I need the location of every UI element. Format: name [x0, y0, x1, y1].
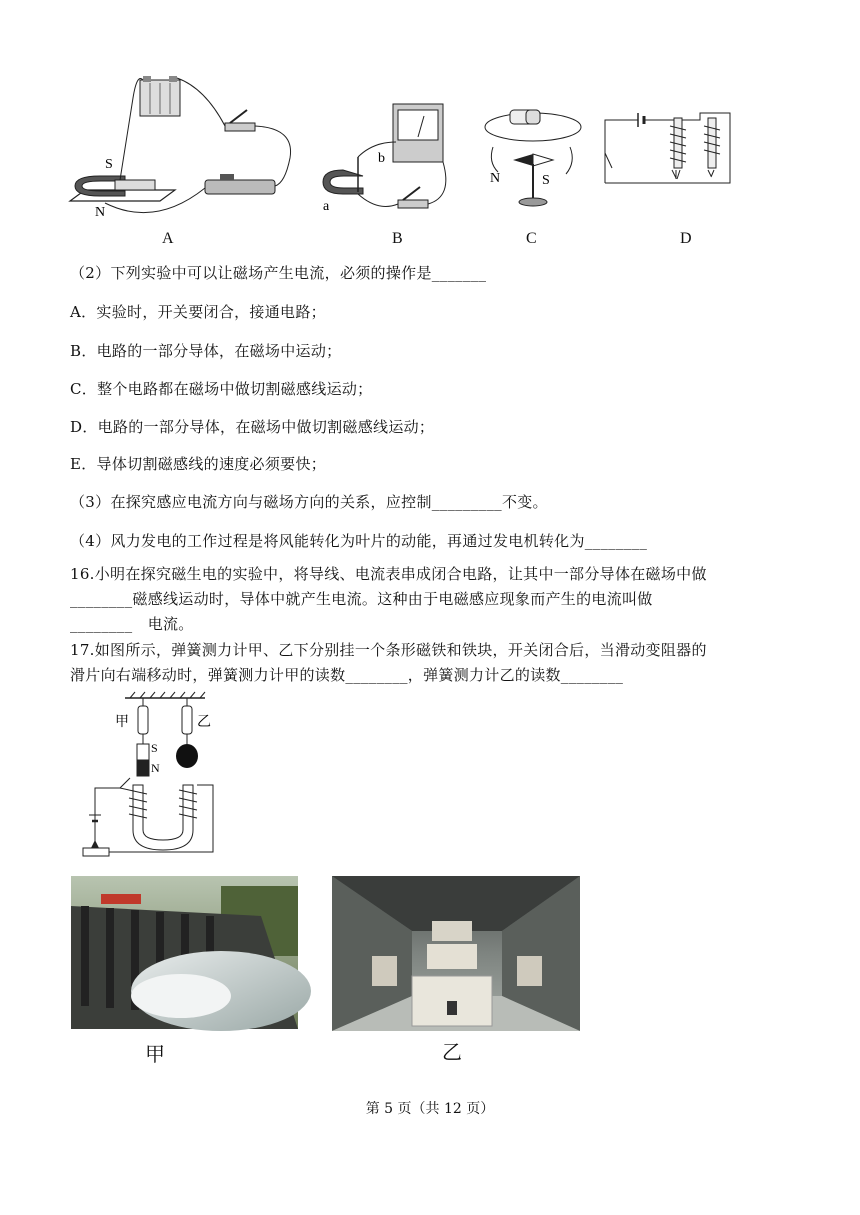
q17-fig-jia: 甲 [115, 714, 129, 730]
q16-line3: ________ 电流。 [70, 615, 194, 633]
q17-fig-pole-n: N [151, 761, 160, 775]
q15-part2-stem: （2）下列实验中可以让磁场产生电流，必须的操作是_______ [70, 264, 487, 282]
q15-option-e: E．导体切割磁感线的速度必须要快； [70, 455, 327, 473]
fig-a-pole-n: N [95, 205, 106, 220]
fig-b-label-a: a [323, 199, 330, 214]
q16-line1: 16.小明在探究磁生电的实验中，将导线、电流表串成闭合电路，让其中一部分导体在磁场中做 [70, 565, 707, 583]
fig-label-d: D [680, 230, 692, 247]
q15-part3: （3）在探究感应电流方向与磁场方向的关系，应控制_________不变。 [70, 493, 548, 511]
page-footer: 第 5 页（共 12 页） [365, 1101, 495, 1117]
fig-b-label-b: b [378, 151, 385, 166]
fig-label-a: A [162, 230, 174, 247]
fig-c-pole-s: S [542, 173, 550, 188]
q15-option-a: A．实验时，开关要闭合，接通电路； [70, 303, 326, 321]
dam-photo [71, 876, 298, 1029]
fig-label-b: B [392, 230, 403, 247]
fig-a-pole-s: S [105, 157, 113, 172]
fig-c-pole-n: N [490, 171, 501, 186]
q15-option-d: D．电路的一部分导体，在磁场中做切割磁感线运动； [70, 418, 435, 436]
figure-a [65, 68, 305, 228]
figure-q17 [75, 690, 225, 860]
q17-fig-yi: 乙 [197, 714, 211, 730]
q15-part4: （4）风力发电的工作过程是将风能转化为叶片的动能，再通过发电机转化为________ [70, 532, 648, 550]
q15-option-c: C．整个电路都在磁场中做切割磁感线运动； [70, 380, 373, 398]
q15-option-b: B．电路的一部分导体，在磁场中运动； [70, 342, 342, 360]
figure-c [478, 102, 588, 212]
photo-caption-yi: 乙 [442, 1040, 462, 1064]
q16-line2: ________磁感线运动时，导体中就产生电流。这种由于电磁感应现象而产生的电流叫做 [70, 590, 653, 608]
photo-caption-jia: 甲 [145, 1042, 165, 1066]
q17-line2: 滑片向右端移动时，弹簧测力计甲的读数________，弹簧测力计乙的读数________ [70, 666, 624, 684]
q17-line1: 17.如图所示，弹簧测力计甲、乙下分别挂一个条形磁铁和铁块，开关闭合后，当滑动变阻器的 [70, 641, 707, 659]
q17-fig-pole-s: S [151, 741, 158, 755]
generator-hall-photo [332, 876, 580, 1031]
fig-label-c: C [526, 230, 537, 247]
figure-b [318, 102, 458, 222]
figure-d [600, 108, 740, 198]
